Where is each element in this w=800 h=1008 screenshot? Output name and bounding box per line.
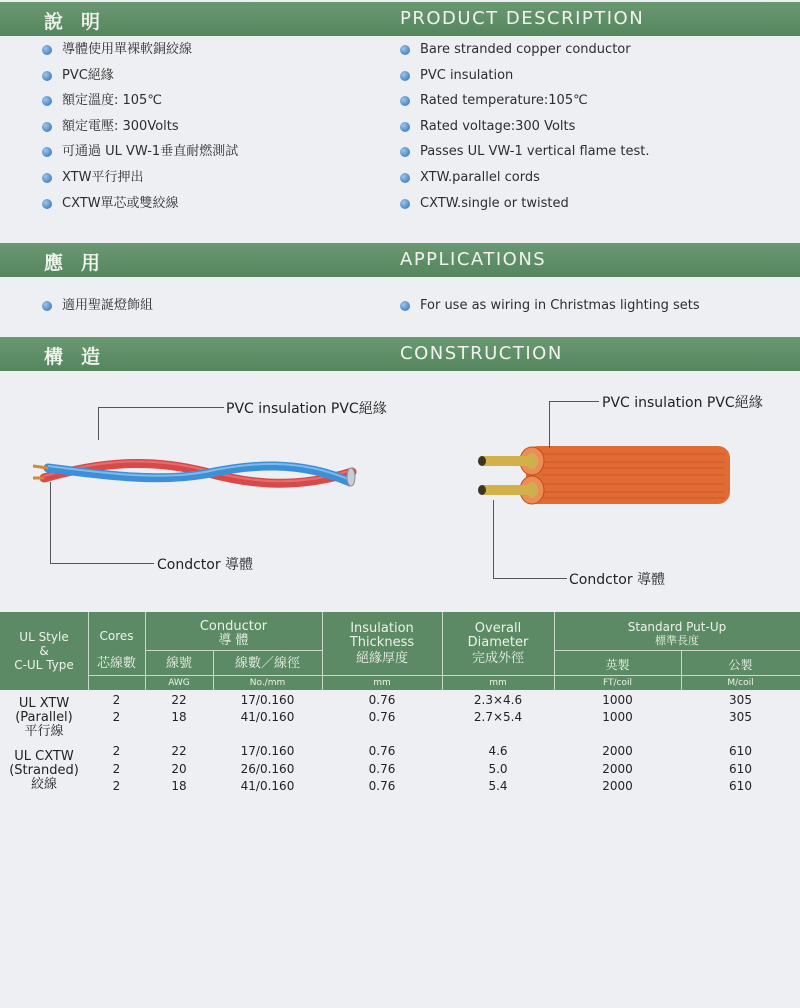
left-conductor-label: Condctor 導體 xyxy=(157,557,254,573)
header-ul-style-line: C-UL Type xyxy=(14,658,74,672)
cell-strand: 26/0.160 xyxy=(240,762,295,776)
header-diameter xyxy=(442,622,554,666)
cell-awg: 18 xyxy=(171,710,187,724)
cell-strand: 41/0.160 xyxy=(240,779,295,793)
header-ul-style-line: UL Style xyxy=(19,630,69,644)
header-m-zh: 公製 xyxy=(728,658,753,672)
description-item-zh: 可通過 UL VW-1垂直耐燃測試 xyxy=(40,142,238,168)
cell-diameter: 2.7×5.4 xyxy=(473,710,523,724)
row-divider xyxy=(145,650,322,651)
applications-item-zh: 適用聖誕燈飾組 xyxy=(40,296,153,322)
cell-strand: 17/0.160 xyxy=(240,744,295,758)
description-item-zh: 導體使用單裸軟銅絞線 xyxy=(40,40,238,66)
left-insulation-leader xyxy=(98,407,99,440)
header-conductor-zh: 導 體 xyxy=(218,633,249,648)
cell-diameter: 2.3×4.6 xyxy=(473,693,523,707)
description-list-en xyxy=(398,40,798,219)
description-item-zh: 額定溫度: 105℃ xyxy=(40,91,238,117)
cell-diameter: 5.4 xyxy=(488,779,508,793)
group-label-line: 絞線 xyxy=(30,777,57,792)
cell-cores: 2 xyxy=(112,762,121,776)
header-insulation-zh: 絕緣厚度 xyxy=(355,651,408,666)
description-item-en: Passes UL VW-1 vertical flame test. xyxy=(398,142,798,168)
group-label-line: (Parallel) xyxy=(15,710,73,725)
right-insulation-leader xyxy=(549,401,599,402)
description-item-en: Rated temperature:105℃ xyxy=(398,91,798,117)
applications-header-bar xyxy=(0,243,800,277)
description-item-en: XTW.parallel cords xyxy=(398,168,798,194)
cell-ft: 2000 xyxy=(602,762,633,776)
left-insulation-leader xyxy=(98,407,224,408)
unit-nomm: No./mm xyxy=(249,678,286,688)
description-item-en: Bare stranded copper conductor xyxy=(398,40,798,66)
cell-awg: 22 xyxy=(171,744,187,758)
cell-insulation: 0.76 xyxy=(368,744,396,758)
cell-m: 610 xyxy=(729,744,752,758)
left-insulation-label: PVC insulation PVC絕緣 xyxy=(226,401,387,417)
header-strand-zh: 線數／線徑 xyxy=(234,656,300,671)
description-item-en: PVC insulation xyxy=(398,66,798,92)
header-ul-style-line: & xyxy=(39,644,49,658)
cell-ft: 1000 xyxy=(602,693,633,707)
construction-title-en: CONSTRUCTION xyxy=(400,343,563,364)
left-conductor-leader xyxy=(50,563,154,564)
description-item-zh: CXTW單芯或雙絞線 xyxy=(40,194,238,220)
header-gauge-zh: 線號 xyxy=(165,656,192,671)
spec-table-header xyxy=(0,612,800,690)
header-putup: Standard Put-Up xyxy=(627,620,727,634)
header-cores-zh: 芯線數 xyxy=(96,656,136,671)
right-insulation-label: PVC insulation PVC絕緣 xyxy=(602,395,763,411)
right-conductor-leader xyxy=(493,578,567,579)
group-label-line: UL XTW xyxy=(18,696,70,711)
right-conductor-label: Condctor 導體 xyxy=(569,572,666,588)
applications-title-zh: 應用 xyxy=(44,252,119,274)
construction-header-bar xyxy=(0,337,800,371)
cell-strand: 41/0.160 xyxy=(240,710,295,724)
cell-awg: 18 xyxy=(171,779,187,793)
cell-diameter: 4.6 xyxy=(488,744,508,758)
cell-insulation: 0.76 xyxy=(368,779,396,793)
applications-title-en: APPLICATIONS xyxy=(400,249,547,270)
group-label-cxtw xyxy=(0,750,88,792)
cell-insulation: 0.76 xyxy=(368,693,396,707)
applications-list-en xyxy=(398,296,798,322)
cell-m: 305 xyxy=(729,710,752,724)
header-insulation xyxy=(322,622,442,666)
column-divider xyxy=(88,612,89,690)
right-insulation-leader xyxy=(549,401,550,448)
description-item-en: Rated voltage:300 Volts xyxy=(398,117,798,143)
header-conductor: Conductor xyxy=(199,619,268,634)
header-diameter-zh: 完成外徑 xyxy=(471,651,524,666)
unit-mcoil: M/coil xyxy=(727,678,754,688)
description-item-en: CXTW.single or twisted xyxy=(398,194,798,220)
header-ul-style xyxy=(0,630,88,672)
cell-insulation: 0.76 xyxy=(368,710,396,724)
cell-strand: 17/0.160 xyxy=(240,693,295,707)
cell-ft: 2000 xyxy=(602,744,633,758)
description-header-bar xyxy=(0,2,800,36)
cell-m: 610 xyxy=(729,762,752,776)
description-item-zh: XTW平行押出 xyxy=(40,168,238,194)
cell-ft: 1000 xyxy=(602,710,633,724)
group-label-line: UL CXTW xyxy=(14,749,74,764)
unit-ftcoil: FT/coil xyxy=(602,678,632,688)
parallel-wire-illustration xyxy=(470,440,745,512)
description-title-zh: 說明 xyxy=(44,11,119,33)
cell-cores: 2 xyxy=(112,744,121,758)
left-conductor-leader xyxy=(50,482,51,564)
cell-awg: 22 xyxy=(171,693,187,707)
group-label-line: 平行線 xyxy=(24,724,64,739)
cell-cores: 2 xyxy=(112,693,121,707)
right-conductor-leader xyxy=(493,500,494,579)
cell-insulation: 0.76 xyxy=(368,762,396,776)
unit-mm: mm xyxy=(489,678,507,688)
unit-awg: AWG xyxy=(168,678,190,688)
group-label-xtw xyxy=(0,697,88,739)
cell-awg: 20 xyxy=(171,762,187,776)
description-list-zh xyxy=(40,40,238,219)
description-item-zh: PVC絕緣 xyxy=(40,66,238,92)
cell-ft: 2000 xyxy=(602,779,633,793)
header-insulation-line: Insulation xyxy=(350,621,414,636)
row-divider xyxy=(554,650,800,651)
header-ft-zh: 英製 xyxy=(605,658,630,672)
group-label-line: (Stranded) xyxy=(9,763,79,778)
cell-m: 610 xyxy=(729,779,752,793)
twisted-wire-illustration xyxy=(30,440,370,510)
applications-list-zh xyxy=(40,296,153,322)
construction-title-zh: 構造 xyxy=(44,346,119,368)
unit-mm: mm xyxy=(373,678,391,688)
header-insulation-line: Thickness xyxy=(349,635,415,650)
header-diameter-line: Diameter xyxy=(467,635,529,650)
cell-diameter: 5.0 xyxy=(488,762,508,776)
cell-m: 305 xyxy=(729,693,752,707)
header-cores: Cores xyxy=(99,629,134,643)
applications-item-en: For use as wiring in Christmas lighting sets xyxy=(398,296,798,322)
header-diameter-line: Overall xyxy=(474,621,522,636)
description-item-zh: 額定電壓: 300Volts xyxy=(40,117,238,143)
cell-cores: 2 xyxy=(112,779,121,793)
header-putup-zh: 標準長度 xyxy=(655,634,699,647)
description-title-en: PRODUCT DESCRIPTION xyxy=(400,8,645,29)
cell-cores: 2 xyxy=(112,710,121,724)
